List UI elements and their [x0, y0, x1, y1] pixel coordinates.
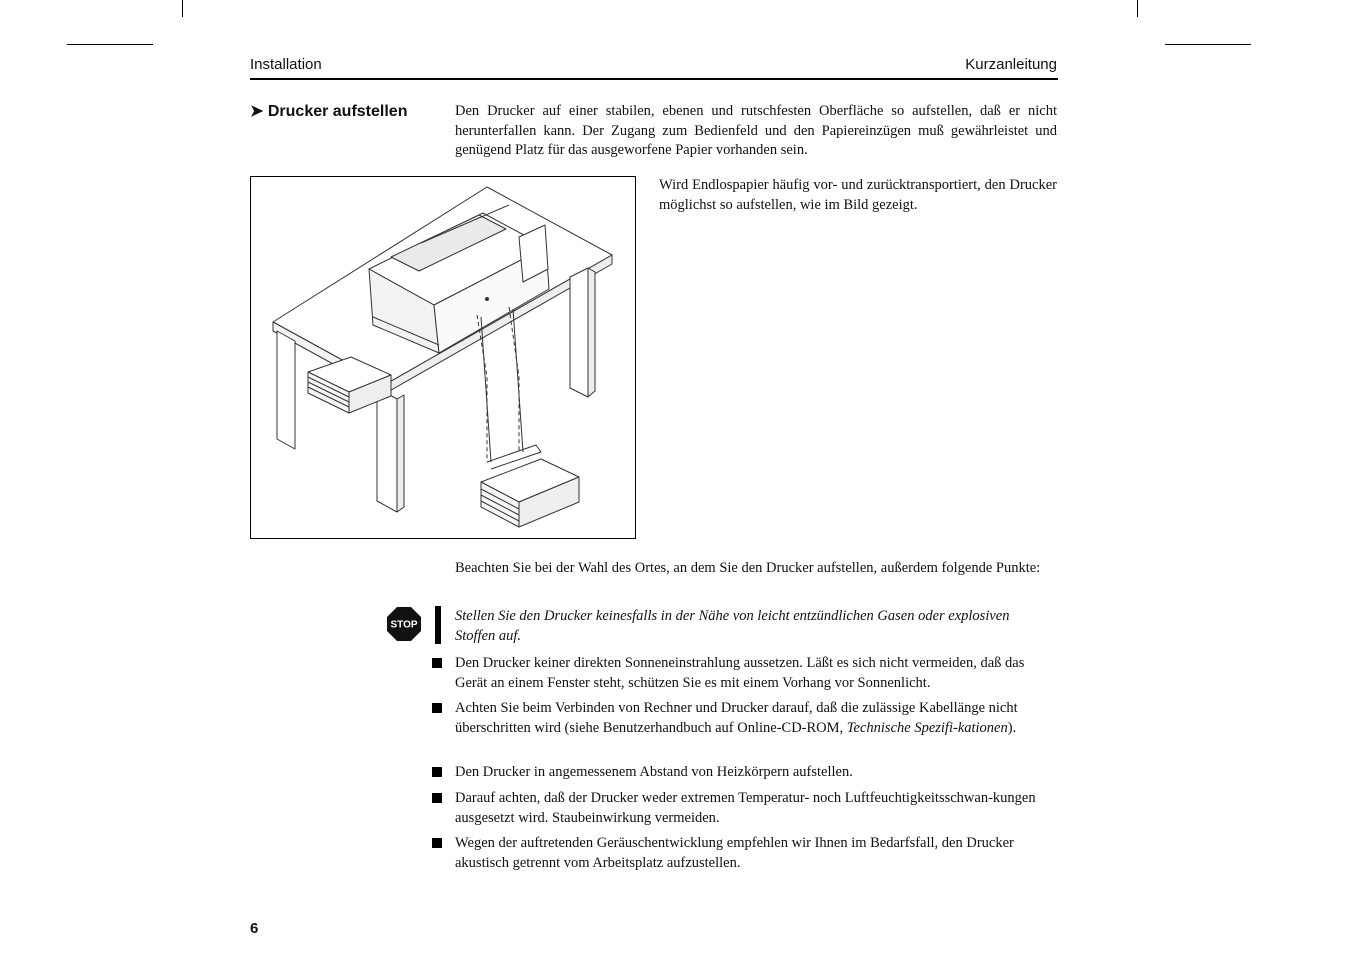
bullet-icon	[432, 703, 442, 713]
page-number: 6	[250, 920, 259, 937]
header-left: Installation	[250, 56, 322, 73]
list-item	[455, 699, 1057, 738]
list-item: Darauf achten, daß der Drucker weder extremen Temperatur- noch Luftfeuchtigkeitsschwan-kungen ausgesetzt wird. Staubeinwirkung vermeiden.	[455, 790, 1036, 826]
section-title-text: Drucker aufstellen	[267, 103, 408, 120]
warning-bar	[435, 606, 441, 644]
list-item-emphasis: Technische Spezifi-kationen	[846, 719, 1008, 736]
list-item: Wegen der auftretenden Geräuschentwicklung empfehlen wir Ihnen im Bedarfsfall, den Drucker akustisch getrennt vom Arbeitsplatz aufzustellen.	[455, 835, 1014, 871]
printer-illustration	[251, 177, 635, 538]
bullet-icon	[432, 767, 442, 777]
printer-table-figure	[250, 176, 636, 539]
arrow-icon: ➤	[250, 103, 264, 120]
list-item: Den Drucker in angemessenem Abstand von Heizkörpern aufstellen.	[455, 764, 853, 780]
section-title	[250, 101, 407, 121]
stop-label: STOP	[390, 619, 418, 631]
list-item-text: Achten Sie beim Verbinden von Rechner und Drucker darauf, daß die zulässige Kabellänge nicht überschritten wird (siehe Benutzerhandbuch auf Online-CD-ROM,	[455, 700, 1018, 736]
crop-mark	[1165, 44, 1251, 45]
header-rule	[250, 78, 1058, 80]
list-item: Den Drucker keiner direkten Sonneneinstrahlung aussetzen. Läßt es sich nicht vermeiden, daß das Gerät an einem Fenster steht, schützen Sie es mit einem Vorhang vor Sonnenlicht.	[455, 655, 1025, 691]
section-intro: Den Drucker auf einer stabilen, ebenen und rutschfesten Oberfläche so aufstellen, daß er nicht herunterfallen kann. Der Zugang zum Bedienfeld und den Papiereinzügen muß gewährleistet und genügend Platz für das ausgeworfene Papier vorhanden sein.	[455, 103, 1057, 158]
list-item-text-end: ).	[1007, 719, 1017, 736]
bullet-icon	[432, 838, 442, 848]
bullet-icon	[432, 658, 442, 668]
crop-mark	[67, 44, 153, 45]
bullet-icon	[432, 793, 442, 803]
figure-note: Wird Endlospapier häufig vor- und zurücktransportiert, den Drucker möglichst so aufstellen, wie im Bild gezeigt.	[659, 177, 1057, 213]
header-right: Kurzanleitung	[965, 56, 1057, 73]
crop-mark	[1137, 0, 1138, 17]
points-intro: Beachten Sie bei der Wahl des Ortes, an dem Sie den Drucker aufstellen, außerdem folgende Punkte:	[455, 560, 1041, 576]
crop-mark	[182, 0, 183, 17]
warning-text: Stellen Sie den Drucker keinesfalls in der Nähe von leicht entzündlichen Gasen oder explosiven Stoffen auf.	[455, 608, 1010, 644]
stop-sign-icon	[386, 606, 422, 642]
